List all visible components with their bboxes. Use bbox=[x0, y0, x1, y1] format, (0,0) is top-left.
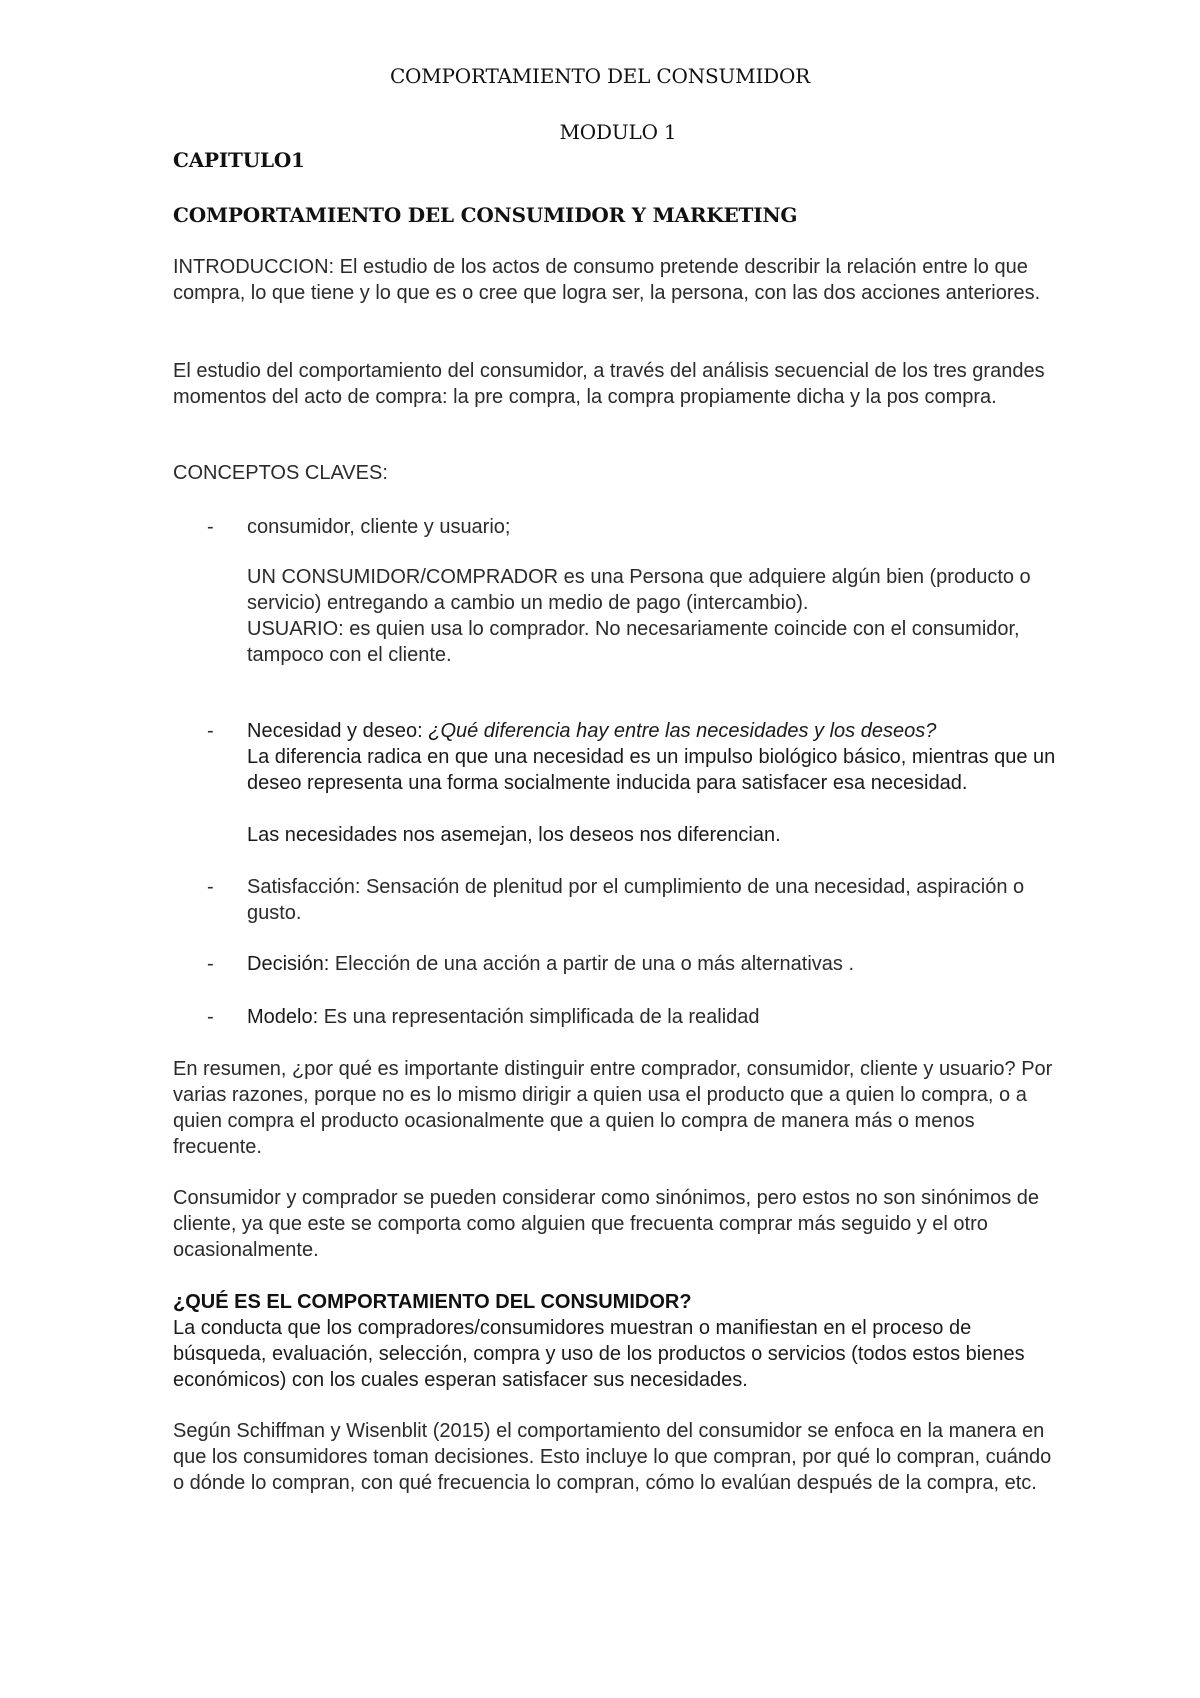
model-label: Modelo: bbox=[247, 1006, 324, 1028]
user-definition: USUARIO: es quien usa lo comprador. No necesariamente coincide con el consumidor, tampoco con el cliente. bbox=[247, 618, 1020, 666]
intro-paragraph: INTRODUCCION: El estudio de los actos de consumo pretende describir la relación entre lo que compra, lo que tiene y lo que es o cree que logra ser, la persona, con las dos acciones anteriores. bbox=[173, 256, 1041, 304]
list-item-label: consumidor, cliente y usuario; bbox=[247, 516, 511, 538]
model-text: Es una representación simplificada de la realidad bbox=[323, 1006, 760, 1028]
list-dash: - bbox=[207, 876, 214, 898]
need-answer: La diferencia radica en que una necesidad es un impulso biológico básico, mientras que un deseo representa una forma socialmente inducida para satisfacer esa necesidad. bbox=[247, 746, 1056, 794]
chapter-title: COMPORTAMIENTO DEL CONSUMIDOR Y MARKETING bbox=[173, 203, 798, 227]
consumer-definition: UN CONSUMIDOR/COMPRADOR es una Persona que adquiere algún bien (producto o servicio) entregando a cambio un medio de pago (intercambio). bbox=[247, 566, 1031, 614]
list-dash: - bbox=[207, 1006, 214, 1028]
decision-text: Elección de una acción a partir de una o más alternativas . bbox=[334, 953, 855, 975]
list-item-label bbox=[247, 718, 1067, 744]
module-heading: MODULO 1 bbox=[559, 120, 677, 144]
need-label: Necesidad y deseo: bbox=[247, 720, 429, 742]
list-item-label bbox=[247, 951, 1067, 977]
decision-label: Decisión: bbox=[247, 953, 335, 975]
what-heading: ¿QUÉ ES EL COMPORTAMIENTO DEL CONSUMIDOR? bbox=[173, 1291, 692, 1313]
need-question: ¿Qué diferencia hay entre las necesidades y los deseos? bbox=[428, 720, 937, 742]
schiffman-paragraph: Según Schiffman y Wisenblit (2015) el comportamiento del consumidor se enfoca en la manera en que los consumidores toman decisiones. Esto incluye lo que compran, por qué lo compran, cuándo o dónde lo compran, con qué frecuencia lo compran, cómo lo evalúan después de la compra, etc. bbox=[173, 1420, 1052, 1494]
list-item-label: Satisfacción: Sensación de plenitud por el cumplimiento de una necesidad, aspiración o gusto. bbox=[247, 876, 1025, 924]
synonyms-paragraph: Consumidor y comprador se pueden considerar como sinónimos, pero estos no son sinónimos de cliente, ya que este se comporta como alguien que frecuenta comprar más seguido y el otro ocasionalmente. bbox=[173, 1187, 1040, 1261]
list-item-label bbox=[247, 1004, 1067, 1030]
document-title: COMPORTAMIENTO DEL CONSUMIDOR bbox=[389, 64, 811, 88]
list-dash: - bbox=[207, 953, 214, 975]
need-summary: Las necesidades nos asemejan, los deseos nos diferencian. bbox=[247, 824, 781, 846]
summary-paragraph: En resumen, ¿por qué es importante distinguir entre comprador, consumidor, cliente y usuario? Por varias razones, porque no es lo mismo dirigir a quien usa el producto que a quien lo compra, o a quien compra el producto ocasionalmente que a quien lo compra de manera más o menos frecuente. bbox=[173, 1058, 1053, 1158]
chapter-heading: CAPITULO1 bbox=[173, 148, 305, 172]
list-dash: - bbox=[207, 516, 214, 538]
concepts-heading: CONCEPTOS CLAVES: bbox=[173, 462, 388, 484]
list-dash: - bbox=[207, 720, 214, 742]
study-paragraph: El estudio del comportamiento del consumidor, a través del análisis secuencial de los tres grandes momentos del acto de compra: la pre compra, la compra propiamente dicha y la pos compra. bbox=[173, 360, 1045, 408]
what-definition: La conducta que los compradores/consumidores muestran o manifiestan en el proceso de búsqueda, evaluación, selección, compra y uso de los productos o servicios (todos estos bienes económicos) con los cuales esperan satisfacer sus necesidades. bbox=[173, 1317, 1025, 1391]
